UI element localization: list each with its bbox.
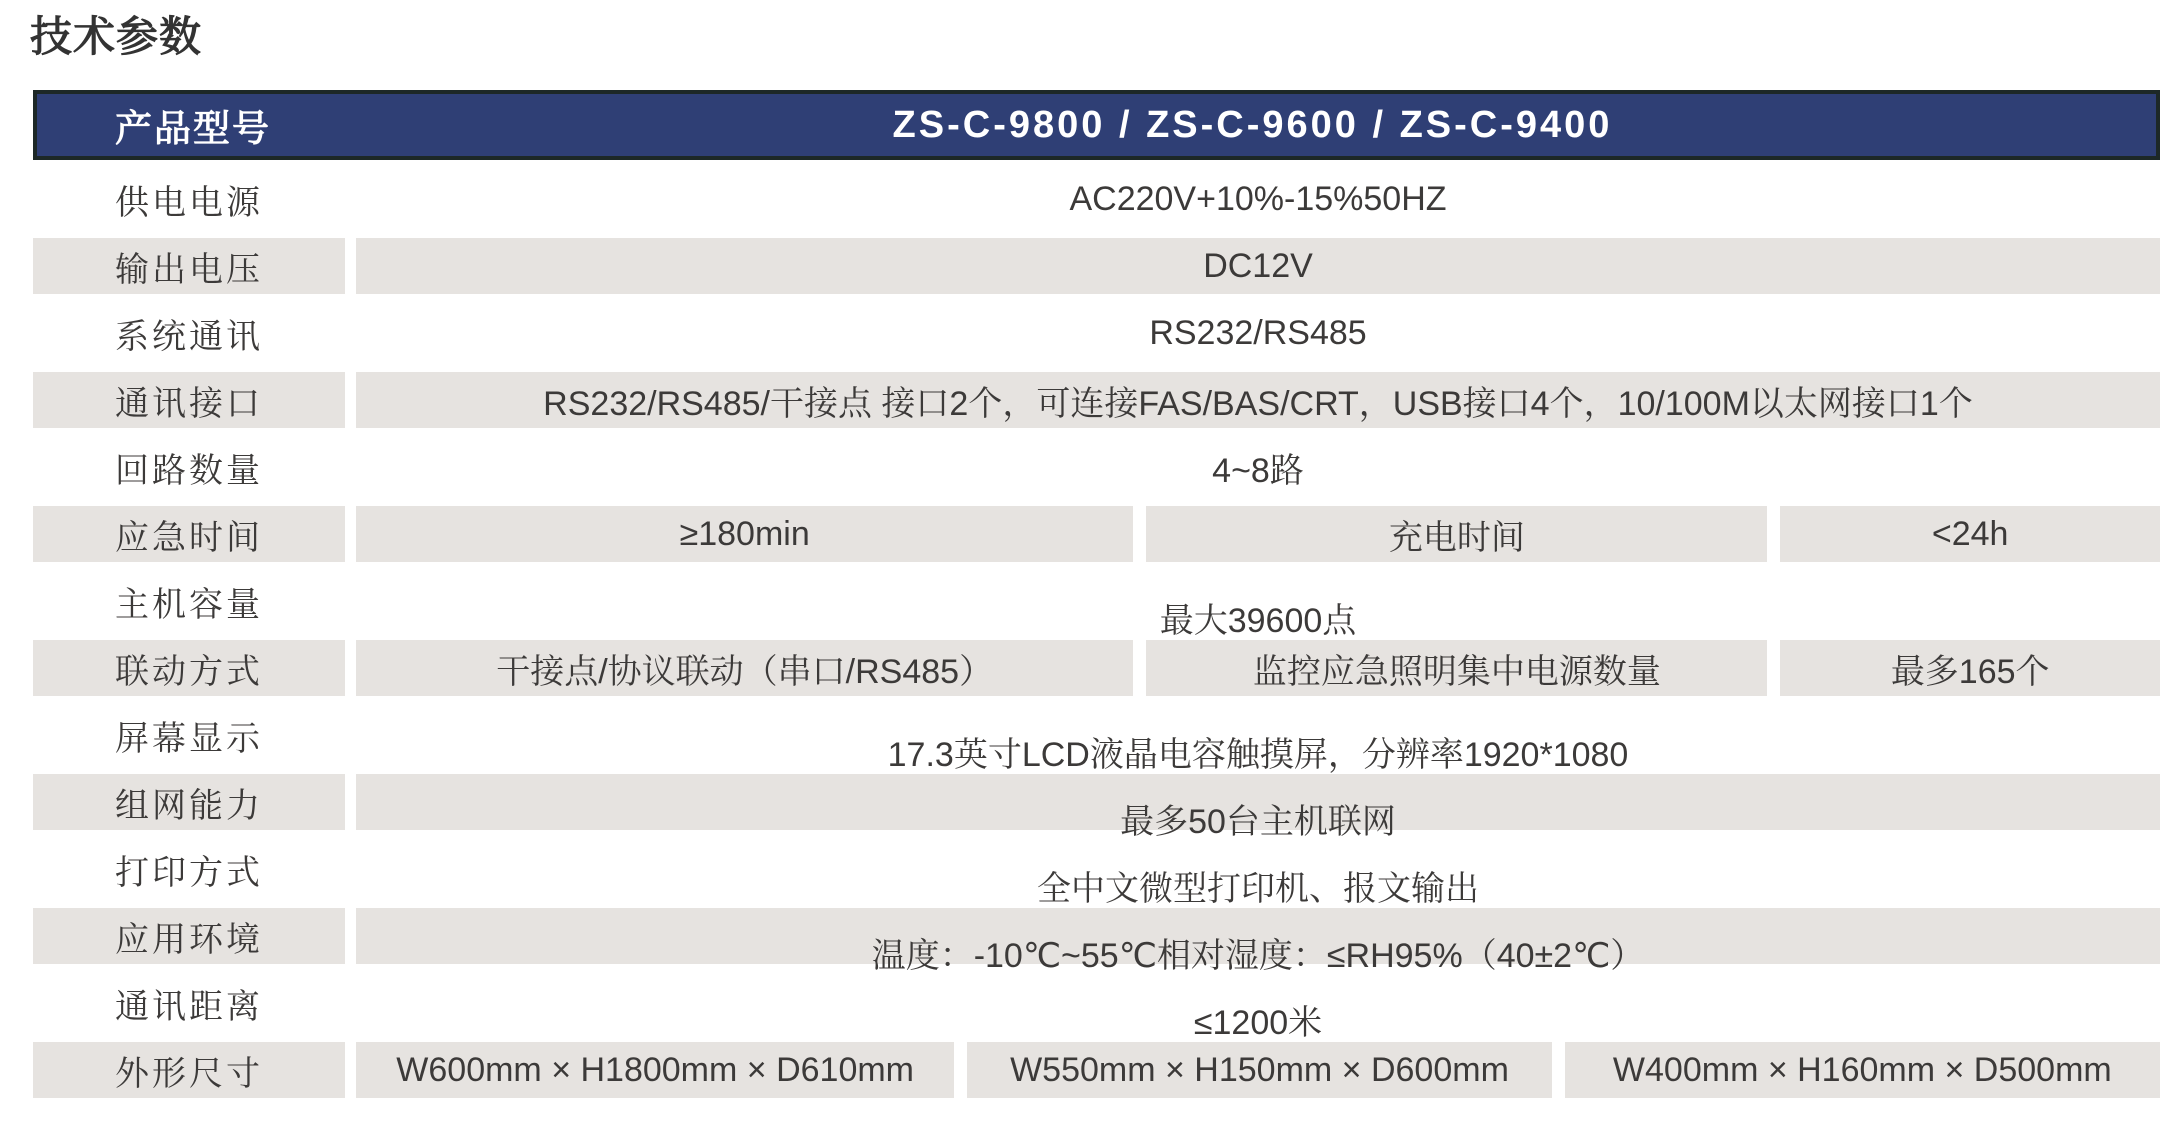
spec-value-cell <box>356 707 2160 774</box>
table-row <box>33 629 2160 696</box>
spec-value-cell <box>1780 640 2160 696</box>
row-label-cell: 应用环境 <box>33 908 345 964</box>
spec-value-text: 4~8路 <box>1212 451 1304 490</box>
table-body <box>33 160 2160 1098</box>
header-label-cell: 产品型号 <box>115 108 271 149</box>
spec-value-text: W550mm × H150mm × D600mm <box>1010 1050 1509 1089</box>
table-row <box>33 294 2160 361</box>
row-label-cell: 应急时间 <box>33 506 345 562</box>
spec-value-cell <box>356 774 2160 841</box>
row-value-area <box>356 439 2160 495</box>
row-value-area <box>356 573 2160 640</box>
spec-value-text: DC12V <box>1203 246 1313 285</box>
spec-value-cell <box>356 841 2160 908</box>
spec-value-cell <box>1565 1042 2160 1098</box>
row-label-cell: 打印方式 <box>115 853 263 892</box>
row-value-area <box>356 707 2160 774</box>
spec-value-cell <box>1780 506 2160 562</box>
header-model-cell: ZS-C-9800 / ZS-C-9600 / ZS-C-9400 <box>892 103 1613 146</box>
spec-value-text: 全中文微型打印机、报文输出 <box>1037 869 1479 908</box>
spec-value-cell <box>356 975 2160 1042</box>
spec-value-cell <box>356 908 2160 975</box>
table-row <box>33 1031 2160 1098</box>
spec-value-text: W600mm × H1800mm × D610mm <box>396 1050 915 1089</box>
spec-value-text: <24h <box>1931 514 2009 553</box>
spec-value-cell <box>356 1042 954 1098</box>
spec-value-cell <box>356 171 2160 227</box>
row-label-cell: 主机容量 <box>115 585 263 624</box>
row-label-cell: 通讯接口 <box>33 372 345 428</box>
spec-value-text: ≥180min <box>679 514 810 553</box>
spec-value-cell <box>356 640 1133 696</box>
table-row <box>33 830 2160 908</box>
spec-value-text: ≤1200米 <box>1193 1003 1323 1042</box>
spec-value-cell <box>356 573 2160 640</box>
spec-value-cell <box>356 238 2160 294</box>
spec-value-text: 最多50台主机联网 <box>1120 802 1396 841</box>
table-header-row <box>33 90 2160 160</box>
spec-value-text: RS232/RS485/干接点 接口2个，可连接FAS/BAS/CRT，USB接口4个，10/100M以太网接口1个 <box>543 384 1973 423</box>
row-value-area <box>356 305 2160 361</box>
spec-value-text: 充电时间 <box>1388 518 1525 557</box>
row-label-cell: 通讯距离 <box>115 987 263 1026</box>
row-value-area <box>356 908 2160 975</box>
row-value-area <box>356 640 2160 696</box>
row-label-cell: 输出电压 <box>33 238 345 294</box>
spec-value-cell <box>1146 640 1767 696</box>
row-label-cell: 外形尺寸 <box>33 1042 345 1098</box>
row-label-cell: 联动方式 <box>33 640 345 696</box>
row-value-area <box>356 975 2160 1042</box>
spec-value-text: AC220V+10%-15%50HZ <box>1069 179 1447 218</box>
spec-value-cell <box>356 305 2160 361</box>
spec-value-text: W400mm × H160mm × D500mm <box>1612 1050 2112 1089</box>
spec-value-cell <box>1146 506 1767 562</box>
row-value-area <box>356 506 2160 562</box>
row-value-area <box>356 171 2160 227</box>
spec-value-text: 监控应急照明集中电源数量 <box>1252 652 1661 691</box>
table-row <box>33 361 2160 428</box>
row-value-area <box>356 372 2160 428</box>
table-row <box>33 562 2160 640</box>
spec-value-text: 最大39600点 <box>1159 601 1357 640</box>
spec-value-cell <box>967 1042 1551 1098</box>
row-value-area <box>356 774 2160 841</box>
spec-value-text: 17.3英寸LCD液晶电容触摸屏，分辨率1920*1080 <box>887 735 1629 774</box>
row-value-area <box>356 238 2160 294</box>
spec-value-cell <box>356 372 2160 428</box>
spec-value-text: 温度：-10℃~55℃相对湿度：≤RH95%（40±2℃） <box>871 936 1645 975</box>
row-label-cell: 系统通讯 <box>115 317 263 356</box>
row-label-cell: 组网能力 <box>33 774 345 830</box>
spec-value-text: 干接点/协议联动（串口/RS485） <box>496 652 994 691</box>
spec-value-cell <box>356 506 1133 562</box>
row-value-area <box>356 841 2160 908</box>
spec-value-text: 最多165个 <box>1890 652 2050 691</box>
page-title: 技术参数 <box>30 13 203 60</box>
spec-value-cell <box>356 439 2160 495</box>
spec-table <box>33 90 2160 1098</box>
row-value-area <box>356 1042 2160 1098</box>
table-row <box>33 495 2160 562</box>
row-label-cell: 屏幕显示 <box>115 719 263 758</box>
table-row <box>33 160 2160 227</box>
table-row <box>33 428 2160 495</box>
table-row <box>33 227 2160 294</box>
spec-value-text: RS232/RS485 <box>1149 313 1367 352</box>
row-label-cell: 回路数量 <box>115 451 263 490</box>
table-row <box>33 696 2160 774</box>
row-label-cell: 供电电源 <box>115 183 263 222</box>
